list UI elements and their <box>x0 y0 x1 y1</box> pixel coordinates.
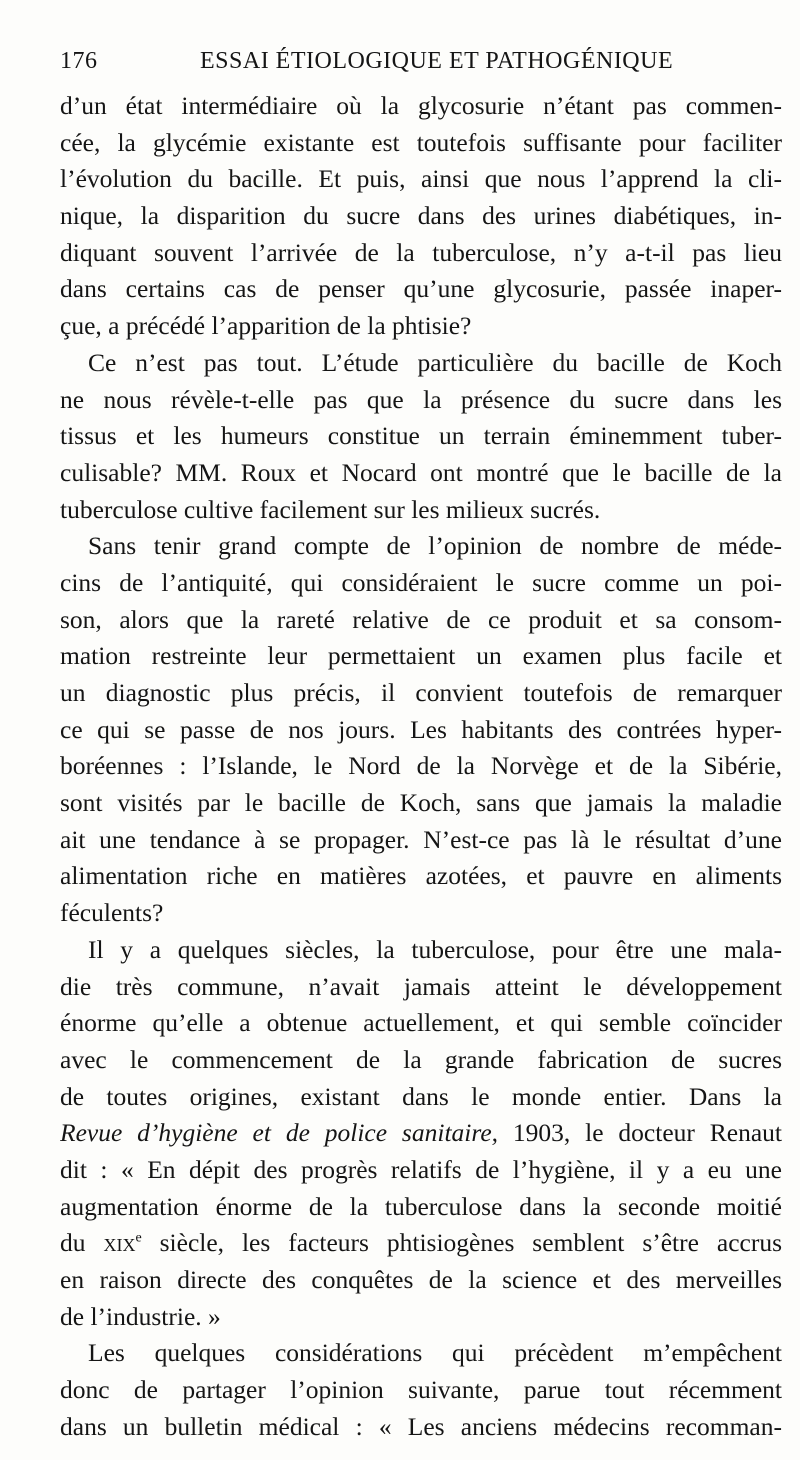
text-line: culisable? MM. Roux et Nocard ont montré que le bacille de la <box>60 457 782 487</box>
text-line-journal-citation <box>60 1115 782 1152</box>
text-line: son, alors que la rareté relative de ce produit et sa consom- <box>60 604 782 634</box>
text-line: de toutes origines, existant dans le monde entier. Dans la <box>60 1081 782 1111</box>
text-line: ait une tendance à se propager. N’est-ce pas là le résultat d’une <box>60 824 782 854</box>
paragraph-1 <box>60 88 782 345</box>
text-body <box>60 88 782 1445</box>
page-number: 176 <box>60 48 98 74</box>
text-line: donc de partager l’opinion suivante, parue tout récemment <box>60 1375 782 1405</box>
journal-title: Revue d’hygiène et de police sanitaire, <box>60 1118 499 1148</box>
text-line: dit : « En dépit des progrès relatifs de l’hygiène, il y a eu une <box>60 1154 782 1184</box>
text-line: Ce n’est pas tout. L’étude particulière du bacille de Koch <box>88 347 782 377</box>
citation-rest: 1903, le docteur Renaut <box>498 1118 782 1148</box>
text-line: mation restreinte leur permettaient un examen plus facile et <box>60 641 782 671</box>
text-line: Il y a quelques siècles, la tuberculose, pour être une mala- <box>88 934 782 964</box>
text-line: Les quelques considérations qui précèdent m’empêchent <box>88 1338 782 1368</box>
text-fragment: du <box>60 1228 104 1258</box>
paragraph-4 <box>60 932 782 1336</box>
text-line: augmentation énorme de la tuberculose dans la seconde moitié <box>60 1191 782 1221</box>
text-line: avec le commencement de la grande fabrication de sucres <box>60 1044 782 1074</box>
text-line: cée, la glycémie existante est toutefois suffisante pour faciliter <box>60 127 782 157</box>
text-line: çue, a précédé l’apparition de la phtisie? <box>60 311 472 341</box>
text-line: die très commune, n’avait jamais atteint le développement <box>60 971 782 1001</box>
text-line: diquant souvent l’arrivée de la tuberculose, n’y a-t-il pas lieu <box>60 237 782 267</box>
text-line: un diagnostic plus précis, il convient toutefois de remarquer <box>60 678 782 707</box>
paragraph-3 <box>60 528 782 932</box>
text-line: ne nous révèle-t-elle pas que la présence du sucre dans les <box>60 384 782 414</box>
text-line: en raison directe des conquêtes de la science et des merveilles <box>60 1265 782 1294</box>
paragraph-2 <box>60 345 782 528</box>
century-superscript: e <box>135 1230 142 1246</box>
text-line: Sans tenir grand compte de l’opinion de nombre de méde- <box>88 531 782 561</box>
text-line: tissus et les humeurs constitue un terrain éminemment tuber- <box>60 421 782 451</box>
paragraph-5 <box>60 1335 782 1445</box>
text-line: dans un bulletin médical : « Les anciens médecins recomman- <box>60 1411 782 1441</box>
text-line: féculents? <box>60 898 164 928</box>
text-line: ce qui se passe de nos jours. Les habitants des contrées hyper- <box>60 714 782 744</box>
text-fragment: siècle, les facteurs phtisiogènes semblent s’être accrus <box>141 1228 782 1258</box>
text-line: sont visités par le bacille de Koch, sans que jamais la maladie <box>60 788 782 818</box>
text-line: boréennes : l’Islande, le Nord de la Norvège et de la Sibérie, <box>60 751 782 781</box>
text-line: alimentation riche en matières azotées, et pauvre en aliments <box>60 861 782 891</box>
text-line: de l’industrie. » <box>60 1301 221 1331</box>
text-line: l’évolution du bacille. Et puis, ainsi que nous l’apprend la cli- <box>60 164 782 194</box>
century-numeral: xix <box>103 1228 136 1258</box>
running-head <box>60 48 760 82</box>
text-line: d’un état intermédiaire où la glycosurie n’étant pas commen- <box>60 91 782 120</box>
running-title: ESSAI ÉTIOLOGIQUE ET PATHOGÉNIQUE <box>200 48 674 74</box>
text-line: tuberculose cultive facilement sur les milieux sucrés. <box>60 494 601 524</box>
text-line: nique, la disparition du sucre dans des urines diabétiques, in- <box>60 201 782 231</box>
text-line: énorme qu’elle a obtenue actuellement, et qui semble coïncider <box>60 1008 782 1038</box>
text-line: cins de l’antiquité, qui considéraient le sucre comme un poi- <box>60 567 782 597</box>
text-line-century <box>60 1225 782 1262</box>
text-line: dans certains cas de penser qu’une glycosurie, passée inaper- <box>60 274 782 304</box>
